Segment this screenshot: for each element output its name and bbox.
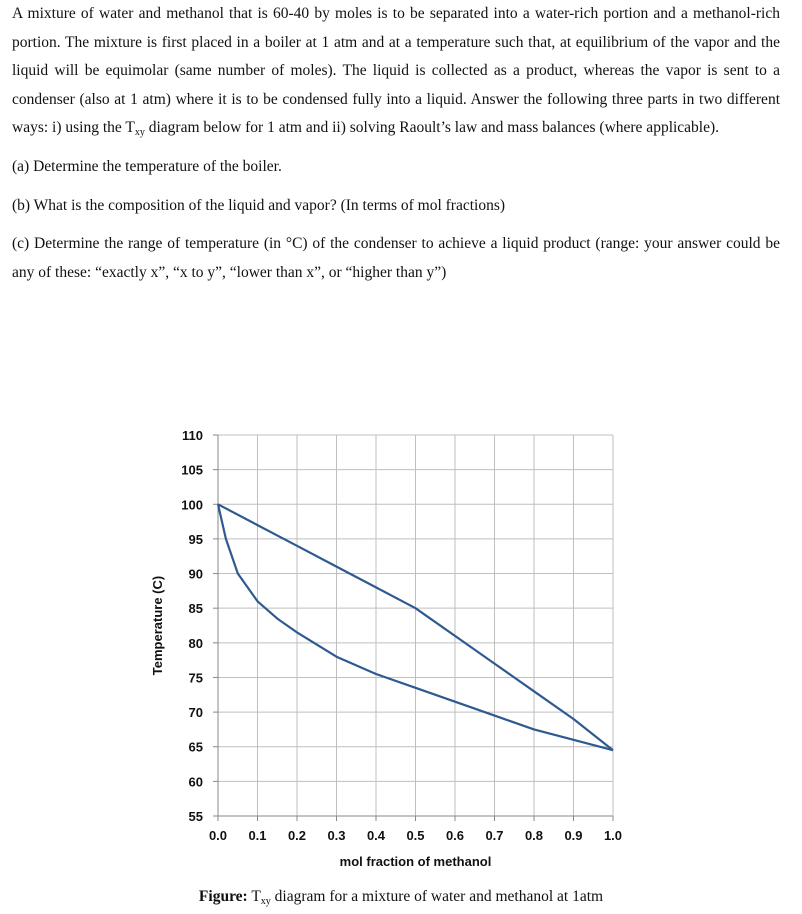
caption-subscript: xy <box>260 896 271 907</box>
caption-text: T <box>247 888 261 905</box>
x-tick-label: 0.7 <box>485 828 504 843</box>
y-tick-label: 80 <box>188 635 203 651</box>
y-axis-title: Temperature (C) <box>150 575 165 676</box>
y-tick-label: 60 <box>188 774 203 790</box>
chart-grid <box>218 435 613 816</box>
x-tick-label: 0.6 <box>445 828 465 843</box>
problem-intro <box>12 0 780 148</box>
figure-caption <box>0 888 802 907</box>
part-a: (a) Determine the temperature of the boiler. <box>12 157 282 175</box>
intro-text: A mixture of water and methanol that is 60-40 by moles is to be separated into a water-rich portion and a methanol-rich portion. The mixture is first placed in a boiler at 1 atm and at a temperature such that, at equilibrium of the vapor and the liquid will be equimolar (same number of moles). The liquid is collected as a product, whereas the vapor is sent to a condenser (also at 1 atm) where it is to be condensed fully into a liquid. Answer the following three parts in two different ways: i) using the T <box>12 5 780 137</box>
part-c: (c) Determine the range of temperature (in °C) of the condenser to achieve a liquid product (range: your answer could be any of these: “exactly x”, “x to y”, “lower than x”, or “higher than y”) <box>12 235 780 281</box>
y-tick-label: 90 <box>188 566 203 582</box>
chart-tick-labels <box>181 428 622 843</box>
y-tick-label: 110 <box>182 428 203 443</box>
txy-chart-svg <box>140 408 640 878</box>
y-tick-label: 85 <box>188 601 203 617</box>
x-tick-label: 1.0 <box>603 828 623 843</box>
y-tick-label: 100 <box>181 497 203 513</box>
x-tick-label: 0.0 <box>208 828 228 843</box>
txy-chart <box>140 408 640 878</box>
chart-axes <box>213 435 613 821</box>
x-tick-label: 0.9 <box>564 828 583 843</box>
x-tick-label: 0.1 <box>248 828 267 843</box>
x-axis-title: mol fraction of methanol <box>339 854 492 869</box>
y-tick-label: 95 <box>188 531 203 547</box>
y-tick-label: 75 <box>188 670 203 686</box>
y-tick-label: 65 <box>188 739 203 755</box>
x-tick-label: 0.5 <box>406 828 425 843</box>
problem-text <box>12 0 780 287</box>
x-tick-label: 0.3 <box>327 828 346 843</box>
intro-subscript: xy <box>134 127 145 139</box>
x-tick-label: 0.2 <box>287 828 307 843</box>
y-tick-label: 70 <box>188 705 203 721</box>
figure-label: Figure: <box>198 888 248 905</box>
caption-text-end: diagram for a mixture of water and methanol at 1atm <box>270 888 604 905</box>
x-tick-label: 0.4 <box>366 828 386 843</box>
x-tick-label: 0.8 <box>524 828 544 843</box>
y-tick-label: 105 <box>181 462 203 478</box>
y-tick-label: 55 <box>188 809 203 824</box>
intro-text-end: diagram below for 1 atm and ii) solving Raoult’s law and mass balances (where applicable). <box>144 119 720 137</box>
part-b: (b) What is the composition of the liquid and vapor? (In terms of mol fractions) <box>12 196 506 214</box>
